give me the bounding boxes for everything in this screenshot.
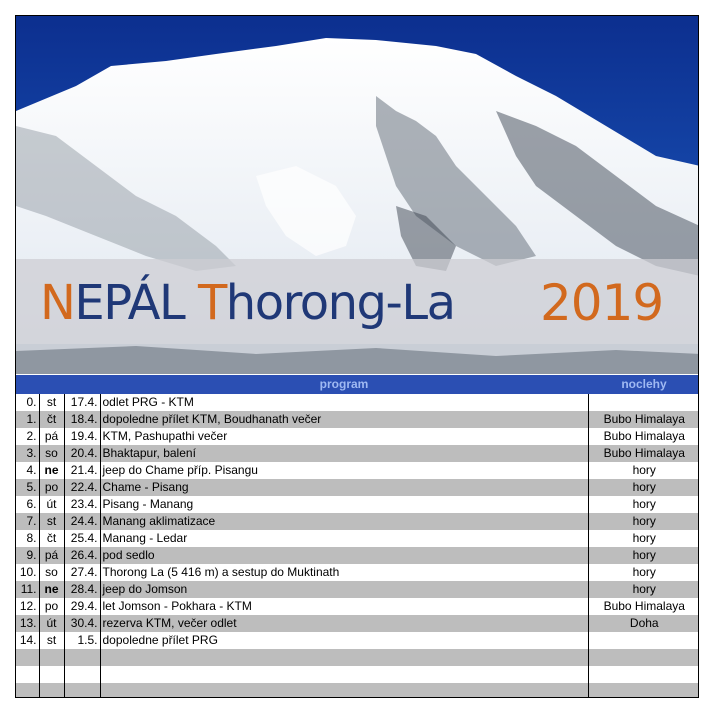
date: 1.5. <box>64 632 100 649</box>
date: 23.4. <box>64 496 100 513</box>
day-number: 6. <box>16 496 39 513</box>
poster-frame <box>15 15 699 698</box>
accommodation: Bubo Himalaya <box>588 411 699 428</box>
weekday: st <box>39 632 64 649</box>
accommodation: hory <box>588 581 699 598</box>
accommodation <box>588 649 699 666</box>
accommodation <box>588 632 699 649</box>
weekday: po <box>39 598 64 615</box>
program-text: jeep do Jomson <box>100 581 588 598</box>
date: 25.4. <box>64 530 100 547</box>
header-empty <box>16 375 39 394</box>
table-row <box>16 547 699 564</box>
table-row <box>16 394 699 411</box>
weekday: čt <box>39 411 64 428</box>
program-text: let Jomson - Pokhara - KTM <box>100 598 588 615</box>
weekday: pá <box>39 428 64 445</box>
day-number: 2. <box>16 428 39 445</box>
program-text: pod sedlo <box>100 547 588 564</box>
accommodation: Bubo Himalaya <box>588 445 699 462</box>
day-number: 10. <box>16 564 39 581</box>
day-number: 11. <box>16 581 39 598</box>
table-row <box>16 649 699 666</box>
accommodation: hory <box>588 564 699 581</box>
table-header-row <box>16 375 699 394</box>
weekday: so <box>39 564 64 581</box>
weekday: út <box>39 496 64 513</box>
day-number: 1. <box>16 411 39 428</box>
day-number: 7. <box>16 513 39 530</box>
weekday <box>39 683 64 698</box>
date: 21.4. <box>64 462 100 479</box>
table-row <box>16 530 699 547</box>
title-word-thorong: horong-La <box>225 275 455 331</box>
itinerary-rows <box>16 394 699 698</box>
date <box>64 683 100 698</box>
date: 24.4. <box>64 513 100 530</box>
header-noclehy: noclehy <box>588 375 699 394</box>
program-text <box>100 649 588 666</box>
itinerary-table <box>16 375 699 698</box>
accommodation: Bubo Himalaya <box>588 598 699 615</box>
weekday: st <box>39 513 64 530</box>
accommodation: hory <box>588 462 699 479</box>
accommodation: hory <box>588 496 699 513</box>
program-text: dopoledne přílet KTM, Boudhanath večer <box>100 411 588 428</box>
table-row <box>16 683 699 698</box>
day-number: 14. <box>16 632 39 649</box>
day-number: 8. <box>16 530 39 547</box>
date: 30.4. <box>64 615 100 632</box>
program-text: Pisang - Manang <box>100 496 588 513</box>
program-text: dopoledne přílet PRG <box>100 632 588 649</box>
date: 19.4. <box>64 428 100 445</box>
header-empty <box>64 375 100 394</box>
day-number: 13. <box>16 615 39 632</box>
day-number: 4. <box>16 462 39 479</box>
poster-year: 2019 <box>540 274 664 332</box>
table-row <box>16 462 699 479</box>
accommodation <box>588 683 699 698</box>
date: 18.4. <box>64 411 100 428</box>
weekday: pá <box>39 547 64 564</box>
date: 22.4. <box>64 479 100 496</box>
day-number <box>16 649 39 666</box>
day-number: 12. <box>16 598 39 615</box>
table-row <box>16 411 699 428</box>
weekday: čt <box>39 530 64 547</box>
title-word-nepal: EPÁL <box>74 275 185 331</box>
table-row <box>16 479 699 496</box>
header-program: program <box>100 375 588 394</box>
day-number: 3. <box>16 445 39 462</box>
program-text: rezerva KTM, večer odlet <box>100 615 588 632</box>
accommodation: Doha <box>588 615 699 632</box>
date: 17.4. <box>64 394 100 411</box>
accommodation: Bubo Himalaya <box>588 428 699 445</box>
date: 26.4. <box>64 547 100 564</box>
weekday: st <box>39 394 64 411</box>
table-row <box>16 564 699 581</box>
program-text <box>100 683 588 698</box>
weekday: ne <box>39 462 64 479</box>
header-empty <box>39 375 64 394</box>
weekday: út <box>39 615 64 632</box>
weekday <box>39 649 64 666</box>
accommodation: hory <box>588 513 699 530</box>
program-text: odlet PRG - KTM <box>100 394 588 411</box>
day-number <box>16 683 39 698</box>
date: 28.4. <box>64 581 100 598</box>
table-row <box>16 513 699 530</box>
date: 20.4. <box>64 445 100 462</box>
date <box>64 649 100 666</box>
table-row <box>16 445 699 462</box>
accommodation: hory <box>588 479 699 496</box>
weekday: ne <box>39 581 64 598</box>
program-text: Manang aklimatizace <box>100 513 588 530</box>
table-row <box>16 666 699 683</box>
program-text: Manang - Ledar <box>100 530 588 547</box>
program-text: Thorong La (5 416 m) a sestup do Muktinath <box>100 564 588 581</box>
date <box>64 666 100 683</box>
date: 29.4. <box>64 598 100 615</box>
table-row <box>16 598 699 615</box>
accommodation <box>588 666 699 683</box>
weekday <box>39 666 64 683</box>
poster-title <box>40 263 454 343</box>
day-number <box>16 666 39 683</box>
day-number: 0. <box>16 394 39 411</box>
table-row <box>16 581 699 598</box>
day-number: 5. <box>16 479 39 496</box>
date: 27.4. <box>64 564 100 581</box>
program-text: Bhaktapur, balení <box>100 445 588 462</box>
weekday: so <box>39 445 64 462</box>
weekday: po <box>39 479 64 496</box>
table-row <box>16 428 699 445</box>
program-text: jeep do Chame příp. Pisangu <box>100 462 588 479</box>
table-row <box>16 632 699 649</box>
program-text: KTM, Pashupathi večer <box>100 428 588 445</box>
accommodation <box>588 394 699 411</box>
title-initial-t: T <box>197 275 226 331</box>
title-initial-n: N <box>40 275 75 331</box>
accommodation: hory <box>588 530 699 547</box>
program-text: Chame - Pisang <box>100 479 588 496</box>
day-number: 9. <box>16 547 39 564</box>
table-row <box>16 615 699 632</box>
table-row <box>16 496 699 513</box>
program-text <box>100 666 588 683</box>
accommodation: hory <box>588 547 699 564</box>
